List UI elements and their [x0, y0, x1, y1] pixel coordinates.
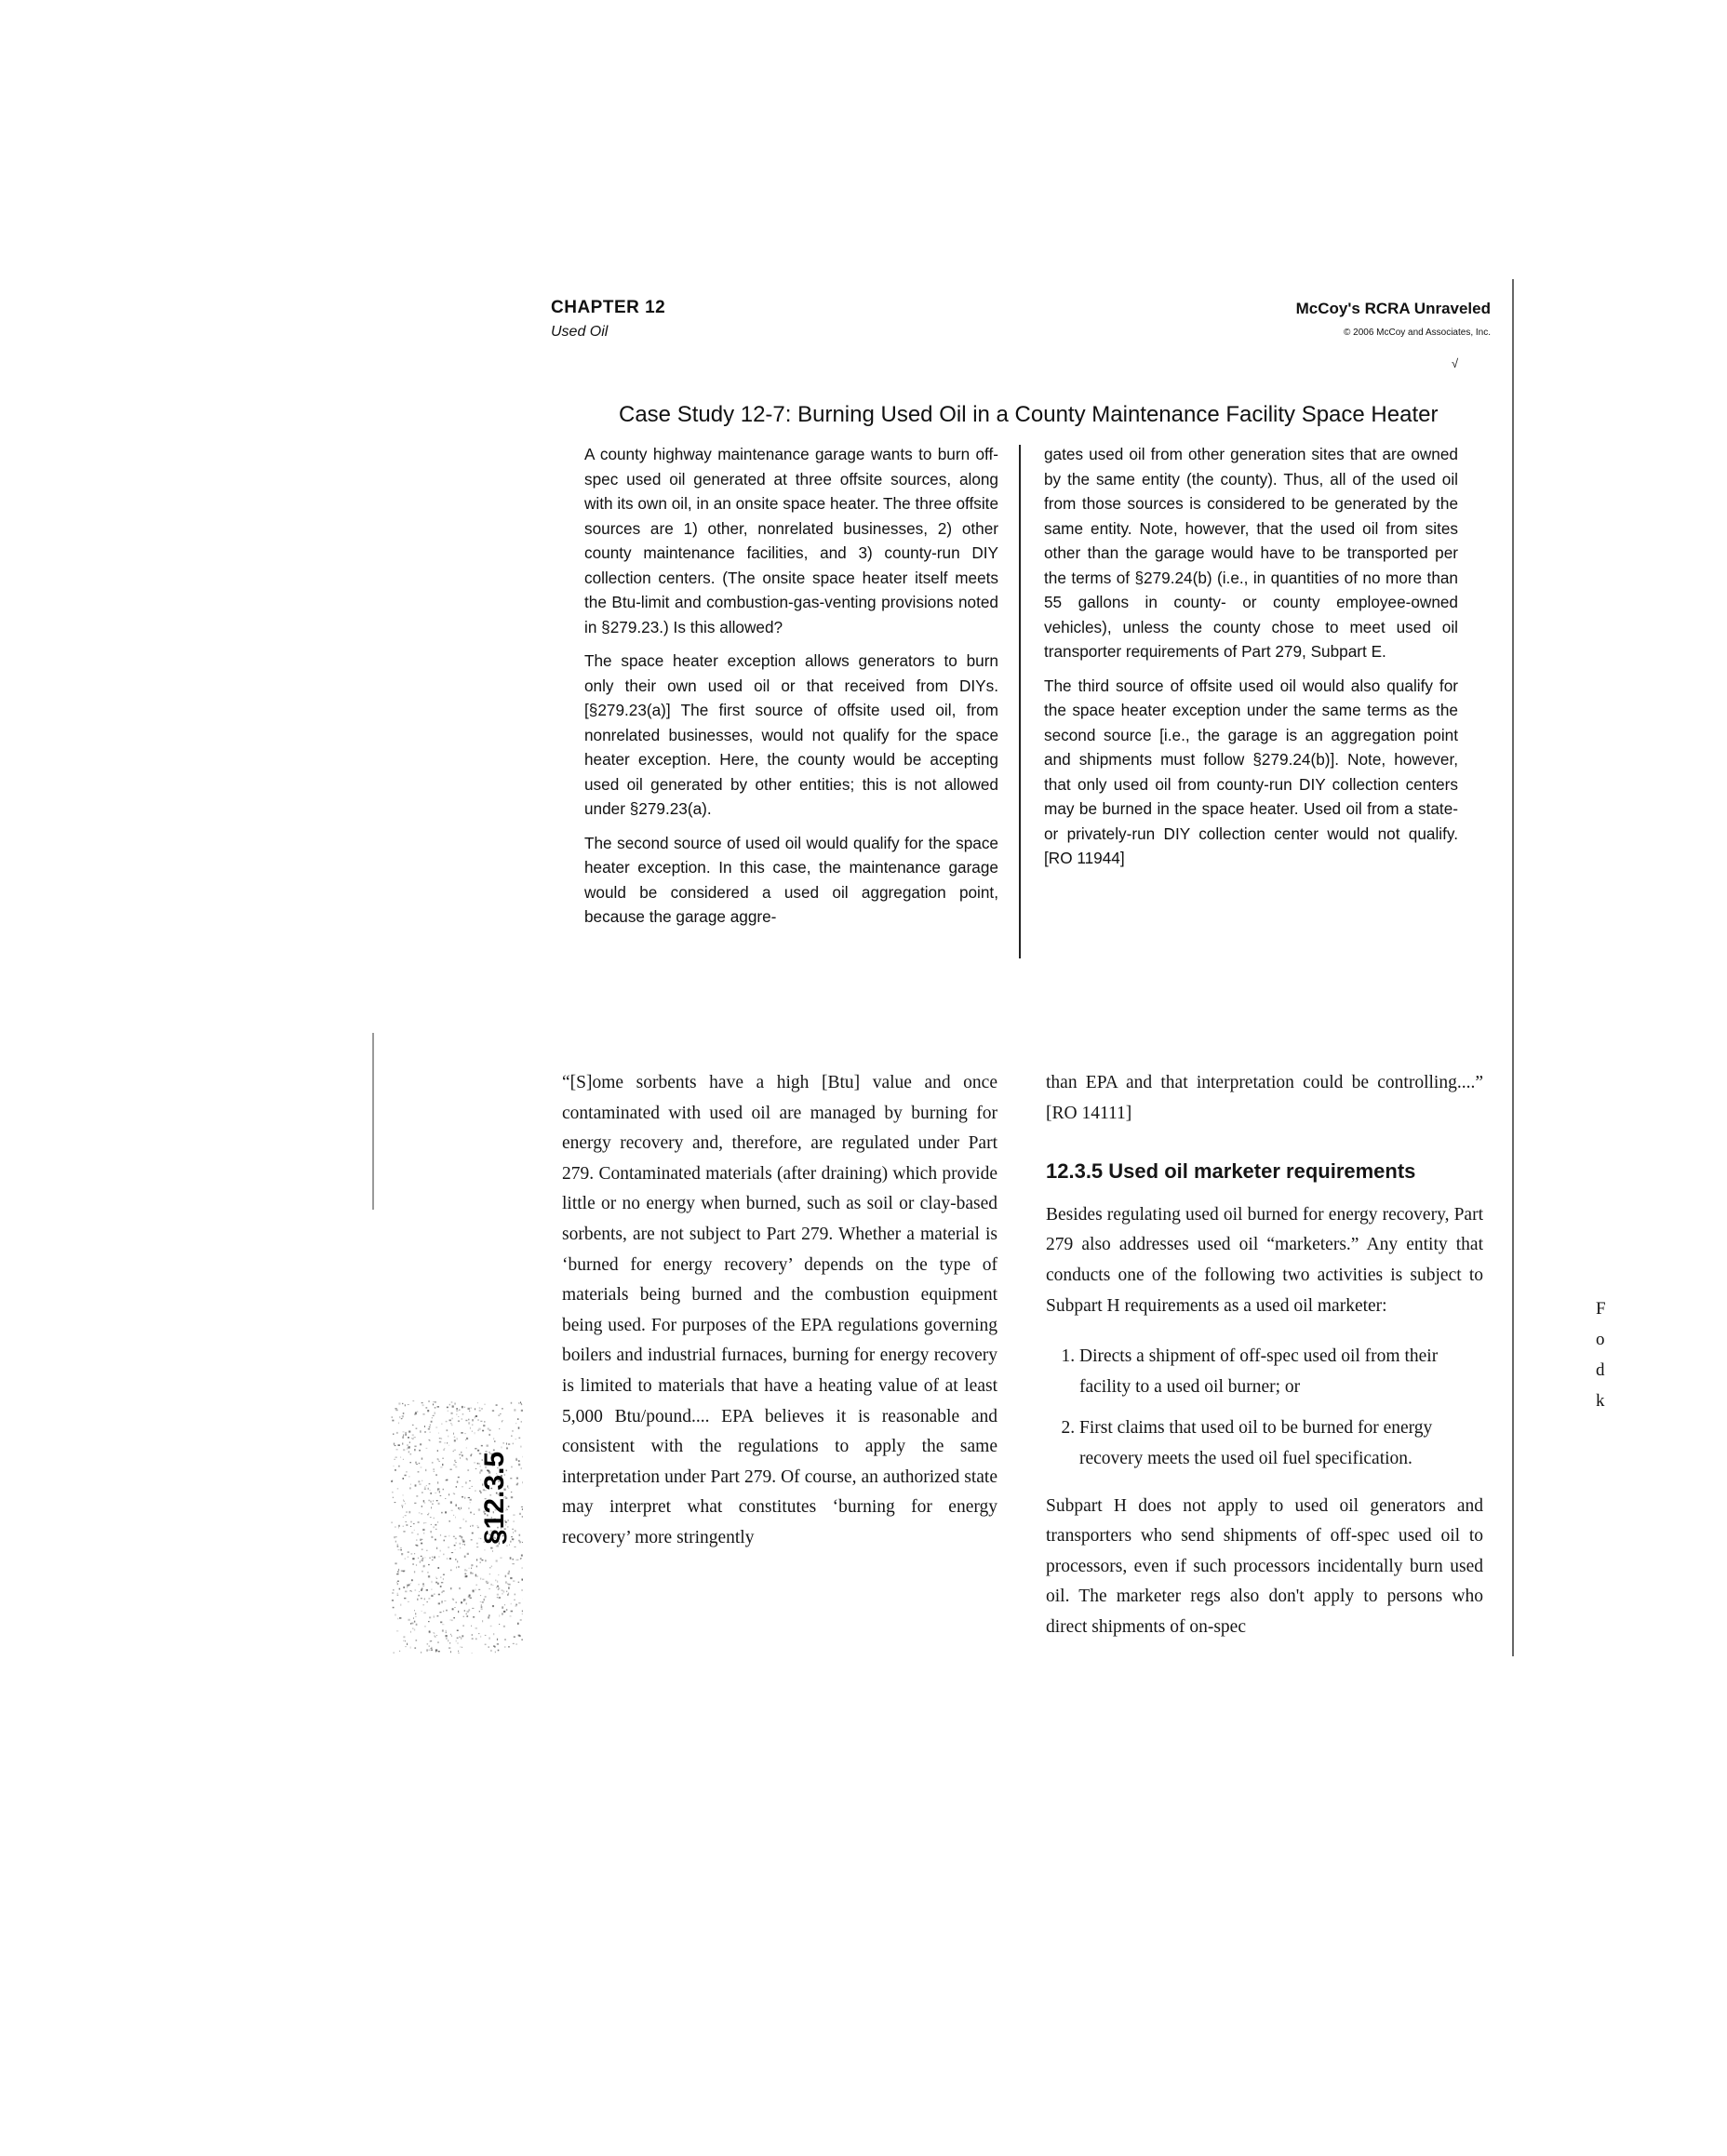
body-paragraph: “[S]ome sorbents have a high [Btu] value and once contaminated with used oil are managed by burning for energy recovery and, therefore, are regulated under Part 279. Contaminated materials (after draining) which provide little or no energy when burned, such as soil or clay-based sorbents, are not subject to Part 279. Whether a material is ‘burned for energy recovery’ depends on the type of materials being burned and the combustion equipment being used. For purposes of the EPA regulations governing boilers and industrial furnaces, burning for energy recovery is limited to materials that have a heating value of at least 5,000 Btu/pound.... EPA believes it is reasonable and consistent with the regulations to apply the same interpretation under Part 279. Of course, an authorized state may interpret what constitutes ‘burning for energy recovery’ more stringently [562, 1073, 997, 1547]
edge-glyph: d [1596, 1360, 1605, 1380]
edge-glyph: k [1596, 1391, 1605, 1411]
chapter-subtitle: Used Oil [551, 324, 609, 340]
marketer-activities-list [1046, 1342, 1483, 1474]
scan-artifact-line [372, 1033, 374, 1210]
case-paragraph: gates used oil from other generation sites that are owned by the same entity (the county). Thus, all of the used oil from those sources is considered to be generated by the same entity. Note, however, that the used oil from sites other than the garage would have to be transported per the terms of §279.24(b) (i.e., in quantities of no more than 55 gallons in county- or county employee-owned vehicles), unless the county chose to meet used oil transporter requirements of Part 279, Subpart E. [1044, 445, 1458, 661]
chapter-label: CHAPTER 12 [551, 298, 666, 317]
scan-artifact-line [1512, 279, 1514, 1656]
book-title: McCoy's RCRA Unraveled [1295, 300, 1491, 317]
body-right-column [1046, 1068, 1483, 1658]
edge-glyphs [1596, 1293, 1606, 1416]
case-study-left-column [584, 442, 998, 939]
edge-glyph: F [1596, 1299, 1606, 1319]
body-left-column [562, 1068, 997, 1569]
page-mark: √ [1452, 356, 1459, 370]
case-paragraph: The second source of used oil would qualify for the space heater exception. In this case, the maintenance garage would be considered a used oil aggregation point, because the garage aggre- [584, 833, 998, 926]
case-paragraph: A county highway maintenance garage wants to burn off-spec used oil generated at three offsite sources, along with its own oil, in an onsite space heater. The three offsite sources are 1) other, nonrelated businesses, 2) other county maintenance facilities, and 3) county-run DIY collection centers. (The onsite space heater itself meets the Btu-limit and combustion-gas-venting provisions noted in §279.23.) Is this allowed? [584, 445, 998, 636]
body-paragraph: Subpart H does not apply to used oil generators and transporters who send shipments of off-spec used oil to processors, even if such processors incidentally burn used oil. The marketer regs also don't apply to persons who direct shipments of on-spec [1046, 1495, 1483, 1637]
edge-glyph: o [1596, 1330, 1605, 1349]
body-paragraph: than EPA and that interpretation could be controlling....” [RO 14111] [1046, 1073, 1483, 1123]
case-paragraph: The space heater exception allows generators to burn only their own used oil or that received from DIYs. [§279.23(a)] The first source of offsite used oil, from nonrelated businesses, would not qualify for the space heater exception. Here, the county would be accepting used oil generated by other entities; this is not allowed under §279.23(a). [584, 651, 998, 818]
list-item: 1. Directs a shipment of off-spec used oil from their facility to a used oil burner; or [1079, 1342, 1483, 1402]
section-heading: 12.3.5 Used oil marketer requirements [1046, 1159, 1416, 1184]
margin-section-label: §12.3.5 [479, 1451, 510, 1545]
list-item: 2. First claims that used oil to be burned for energy recovery meets the used oil fuel specification. [1079, 1413, 1483, 1474]
body-paragraph: Besides regulating used oil burned for energy recovery, Part 279 also addresses used oil “marketers.” Any entity that conducts one of the following two activities is subject to Subpart H requirements as a used oil marketer: [1046, 1204, 1483, 1316]
case-study-right-column [1044, 442, 1458, 880]
case-study-title: Case Study 12-7: Burning Used Oil in a County Maintenance Facility Space Heater [619, 402, 1439, 427]
case-paragraph: The third source of offsite used oil would also qualify for the space heater exception under the same terms as the second source [i.e., the garage is an aggregation point and shipments must follow §279.24(b)]. Note, however, that only used oil from county-run DIY collection centers may be burned in the space heater. Used oil from a state- or privately-run DIY collection center would not qualify. [RO 11944] [1044, 676, 1458, 867]
copyright-notice: © 2006 McCoy and Associates, Inc. [1343, 328, 1491, 338]
column-divider [1019, 445, 1021, 958]
